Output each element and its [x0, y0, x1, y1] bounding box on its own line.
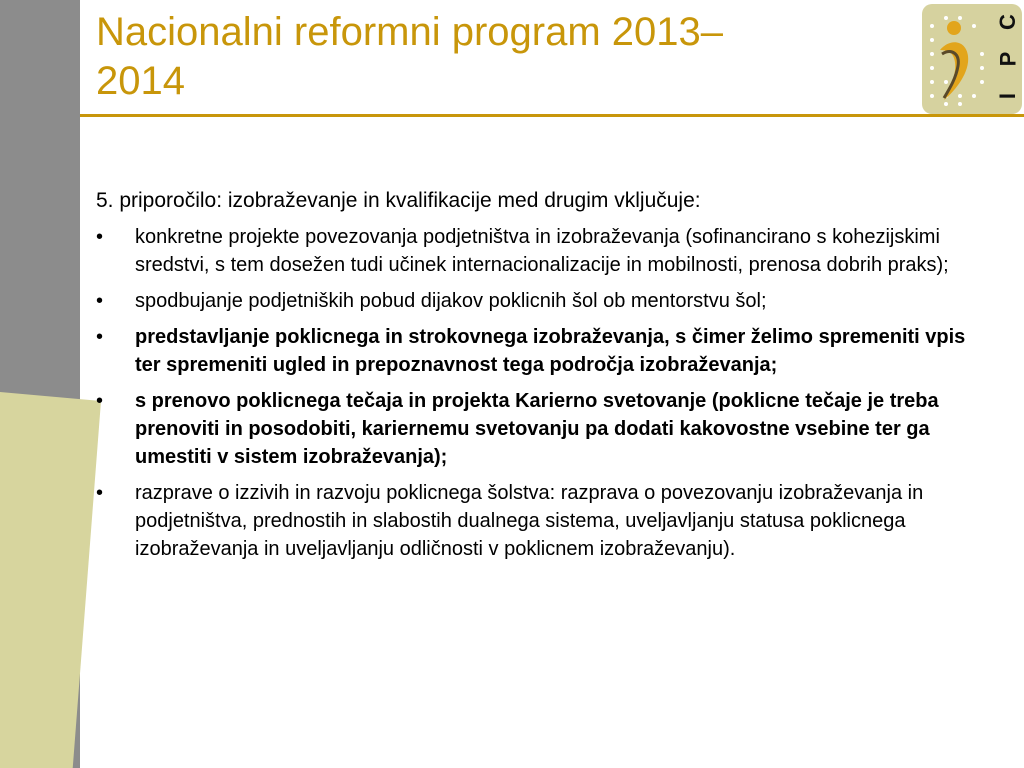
slide-title [96, 8, 816, 106]
bullet-icon: • [96, 390, 104, 412]
list-item [96, 287, 966, 315]
logo-letter: C [995, 14, 1021, 30]
list-item-text: predstavljanje poklicnega in strokovnega izobraževanja, s čimer želimo spremeniti vpis ter spremeniti ugled in prepoznavnost tega področja izobraževanja; [135, 326, 966, 376]
title-underline [80, 114, 1024, 117]
list-item-text: razprave o izzivih in razvoju poklicnega šolstva: razprava o povezovanju izobraževanja in podjetništva, prednostih in slabostih dualnega sistema, uveljavljanju statusa poklicnega izobraževanja in uveljavljanju odličnosti v poklicnem izobraževanju). [135, 482, 924, 560]
list-item [96, 479, 966, 563]
bullet-icon: • [96, 290, 104, 312]
list-item-text: konkretne projekte povezovanja podjetništva in izobraževanja (sofinancirano s kohezijskimi sredstvi, s tem dosežen tudi učinek internacionalizacije in mobilnosti, prenosa dobrih praks); [135, 226, 949, 276]
bullet-icon: • [96, 326, 104, 348]
left-sidebar-accent [0, 392, 104, 768]
cpi-logo-letters [995, 10, 1021, 108]
title-line-2: 2014 [96, 59, 185, 103]
cpi-logo [922, 4, 1022, 114]
title-line-1: Nacionalni reformni program 2013– [96, 10, 723, 54]
slide-body [96, 187, 966, 571]
bullet-list [96, 223, 966, 563]
bullet-icon: • [96, 226, 104, 248]
list-item [96, 223, 966, 279]
list-item-text: spodbujanje podjetniških pobud dijakov poklicnih šol ob mentorstvu šol; [135, 290, 767, 312]
list-item [96, 387, 966, 471]
logo-letter: P [995, 51, 1021, 67]
list-item-text: s prenovo poklicnega tečaja in projekta Karierno svetovanje (poklicne tečaje je treba prenoviti in posodobiti, kariernemu svetovanju pa dodati kakovostne vsebine ter ga umestiti v sistem izobraževanja); [135, 390, 939, 468]
logo-letter: I [995, 92, 1021, 100]
intro-text: 5. priporočilo: izobraževanje in kvalifikacije med drugim vključuje: [96, 189, 701, 212]
list-item [96, 323, 966, 379]
cpi-logo-figure-icon [922, 4, 994, 114]
bullet-icon: • [96, 482, 104, 504]
